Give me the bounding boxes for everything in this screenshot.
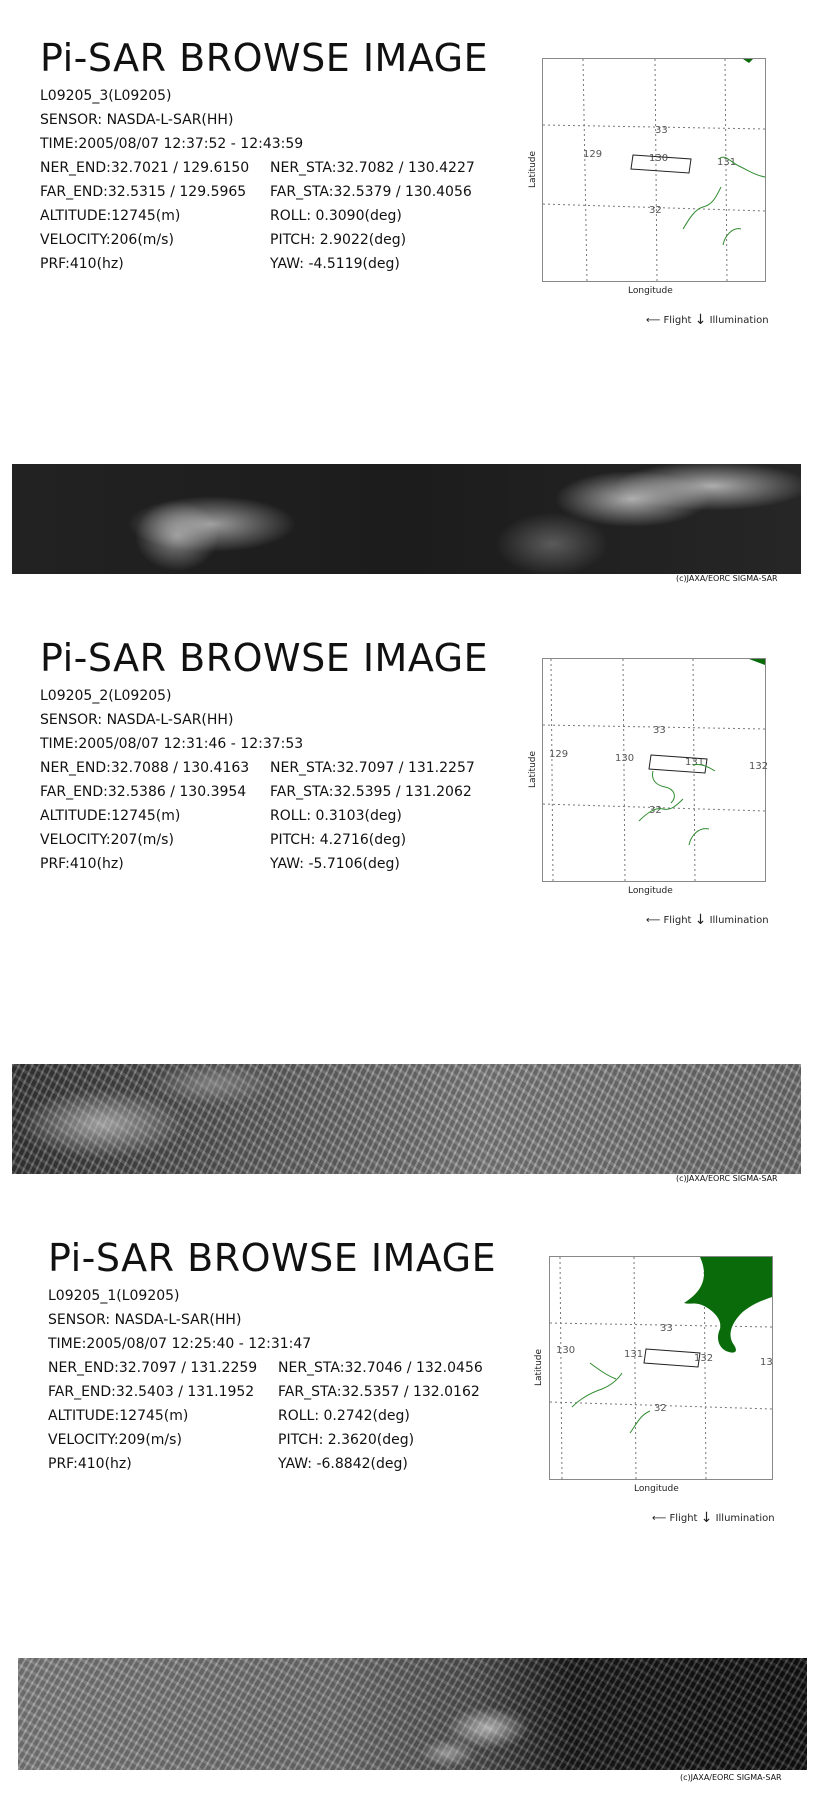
map-graphics [543,659,769,881]
lon-tick-4: 13 [760,1357,773,1368]
record-3 [0,1200,822,1800]
illumination-label: Illumination [709,914,769,926]
credit-text: (c)JAXA/EORC SIGMA-SAR [676,574,778,583]
far-sta-text: FAR_STA:32.5357 / 132.0162 [278,1384,480,1400]
prf-text: PRF:410(hz) [48,1456,132,1472]
land-mass [749,659,765,665]
arrow-left-icon: ⟵ [652,1512,667,1524]
sensor-text: SENSOR: NASDA-L-SAR(HH) [40,712,234,728]
time-text: TIME:2005/08/07 12:37:52 - 12:43:59 [40,136,304,152]
record-1 [0,0,822,600]
pitch-text: PITCH: 4.2716(deg) [270,832,407,848]
lat-axis-label: Latitude [534,1348,544,1386]
lon-tick-3: 132 [694,1353,714,1364]
lat-tick-2: 32 [649,205,662,216]
scene-id: L09205_2(L09205) [40,688,172,704]
ner-sta-text: NER_STA:32.7046 / 132.0456 [278,1360,483,1376]
flight-legend [646,312,769,328]
map-graphics [550,1257,772,1479]
credit-text: (c)JAXA/EORC SIGMA-SAR [676,1174,778,1183]
map-graphics [543,59,765,281]
far-sta-text: FAR_STA:32.5379 / 130.4056 [270,184,472,200]
credit-text: (c)JAXA/EORC SIGMA-SAR [680,1773,782,1782]
lat-tick: 33 [660,1323,673,1334]
far-end-text: FAR_END:32.5315 / 129.5965 [40,184,247,200]
ner-end-text: NER_END:32.7021 / 129.6150 [40,160,250,176]
sar-image-strip [12,464,801,574]
sensor-text: SENSOR: NASDA-L-SAR(HH) [40,112,234,128]
coastline [653,771,675,803]
land-mass [684,1257,772,1353]
page-title: Pi-SAR BROWSE IMAGE [40,636,489,680]
arrow-down-icon: ↓ [700,1510,713,1526]
location-map [542,658,769,882]
lon-axis-label: Longitude [634,1484,679,1494]
lon-tick-1: 130 [556,1345,576,1356]
time-text: TIME:2005/08/07 12:31:46 - 12:37:53 [40,736,304,752]
far-end-text: FAR_END:32.5386 / 130.3954 [40,784,247,800]
arrow-down-icon: ↓ [694,312,707,328]
lat-tick-2: 32 [654,1403,667,1414]
flight-legend [652,1510,775,1526]
sar-image-strip [18,1658,807,1770]
location-map [542,58,766,282]
sar-image-strip [12,1064,801,1174]
lon-tick-3: 131 [685,757,705,768]
arrow-left-icon: ⟵ [646,314,661,326]
lon-axis-label: Longitude [628,886,673,896]
ner-sta-text: NER_STA:32.7097 / 131.2257 [270,760,475,776]
record-2 [0,600,822,1200]
coastline-4 [689,829,709,845]
ner-end-text: NER_END:32.7088 / 130.4163 [40,760,250,776]
illumination-label: Illumination [709,314,769,326]
pitch-text: PITCH: 2.3620(deg) [278,1432,415,1448]
lat-axis-label: Latitude [528,150,538,188]
lon-tick-2: 130 [649,153,669,164]
illumination-label: Illumination [715,1512,775,1524]
roll-text: ROLL: 0.2742(deg) [278,1408,410,1424]
velocity-text: VELOCITY:209(m/s) [48,1432,182,1448]
location-map [549,1256,773,1480]
altitude-text: ALTITUDE:12745(m) [48,1408,189,1424]
prf-text: PRF:410(hz) [40,256,124,272]
page-title: Pi-SAR BROWSE IMAGE [40,36,489,80]
lat-tick: 33 [655,125,668,136]
roll-text: ROLL: 0.3103(deg) [270,808,402,824]
yaw-text: YAW: -4.5119(deg) [270,256,400,272]
coastline-2 [590,1363,616,1379]
lon-tick-4: 132 [749,761,769,772]
velocity-text: VELOCITY:206(m/s) [40,232,174,248]
land-mass [743,59,753,63]
ner-sta-text: NER_STA:32.7082 / 130.4227 [270,160,475,176]
yaw-text: YAW: -6.8842(deg) [278,1456,408,1472]
sensor-text: SENSOR: NASDA-L-SAR(HH) [48,1312,242,1328]
coastline-3 [723,229,741,245]
scene-footprint [644,1349,700,1367]
flight-label: Flight [669,1512,698,1524]
velocity-text: VELOCITY:207(m/s) [40,832,174,848]
pitch-text: PITCH: 2.9022(deg) [270,232,407,248]
altitude-text: ALTITUDE:12745(m) [40,208,181,224]
lat-axis-label: Latitude [528,750,538,788]
lon-tick-2: 130 [615,753,635,764]
scene-id: L09205_3(L09205) [40,88,172,104]
time-text: TIME:2005/08/07 12:25:40 - 12:31:47 [48,1336,312,1352]
coastline-2 [683,187,721,229]
lat-tick-2: 32 [649,805,662,816]
flight-legend [646,912,769,928]
lon-tick-1: 129 [583,149,603,160]
prf-text: PRF:410(hz) [40,856,124,872]
ner-end-text: NER_END:32.7097 / 131.2259 [48,1360,258,1376]
lon-tick-3: 131 [717,157,737,168]
page-title: Pi-SAR BROWSE IMAGE [48,1236,497,1280]
arrow-down-icon: ↓ [694,912,707,928]
flight-label: Flight [663,314,692,326]
lon-axis-label: Longitude [628,286,673,296]
lon-tick-2: 131 [624,1349,644,1360]
altitude-text: ALTITUDE:12745(m) [40,808,181,824]
scene-id: L09205_1(L09205) [48,1288,180,1304]
far-sta-text: FAR_STA:32.5395 / 131.2062 [270,784,472,800]
yaw-text: YAW: -5.7106(deg) [270,856,400,872]
arrow-left-icon: ⟵ [646,914,661,926]
coastline-3 [630,1411,650,1433]
roll-text: ROLL: 0.3090(deg) [270,208,402,224]
flight-label: Flight [663,914,692,926]
far-end-text: FAR_END:32.5403 / 131.1952 [48,1384,255,1400]
lat-tick: 33 [653,725,666,736]
lon-tick-1: 129 [549,749,569,760]
